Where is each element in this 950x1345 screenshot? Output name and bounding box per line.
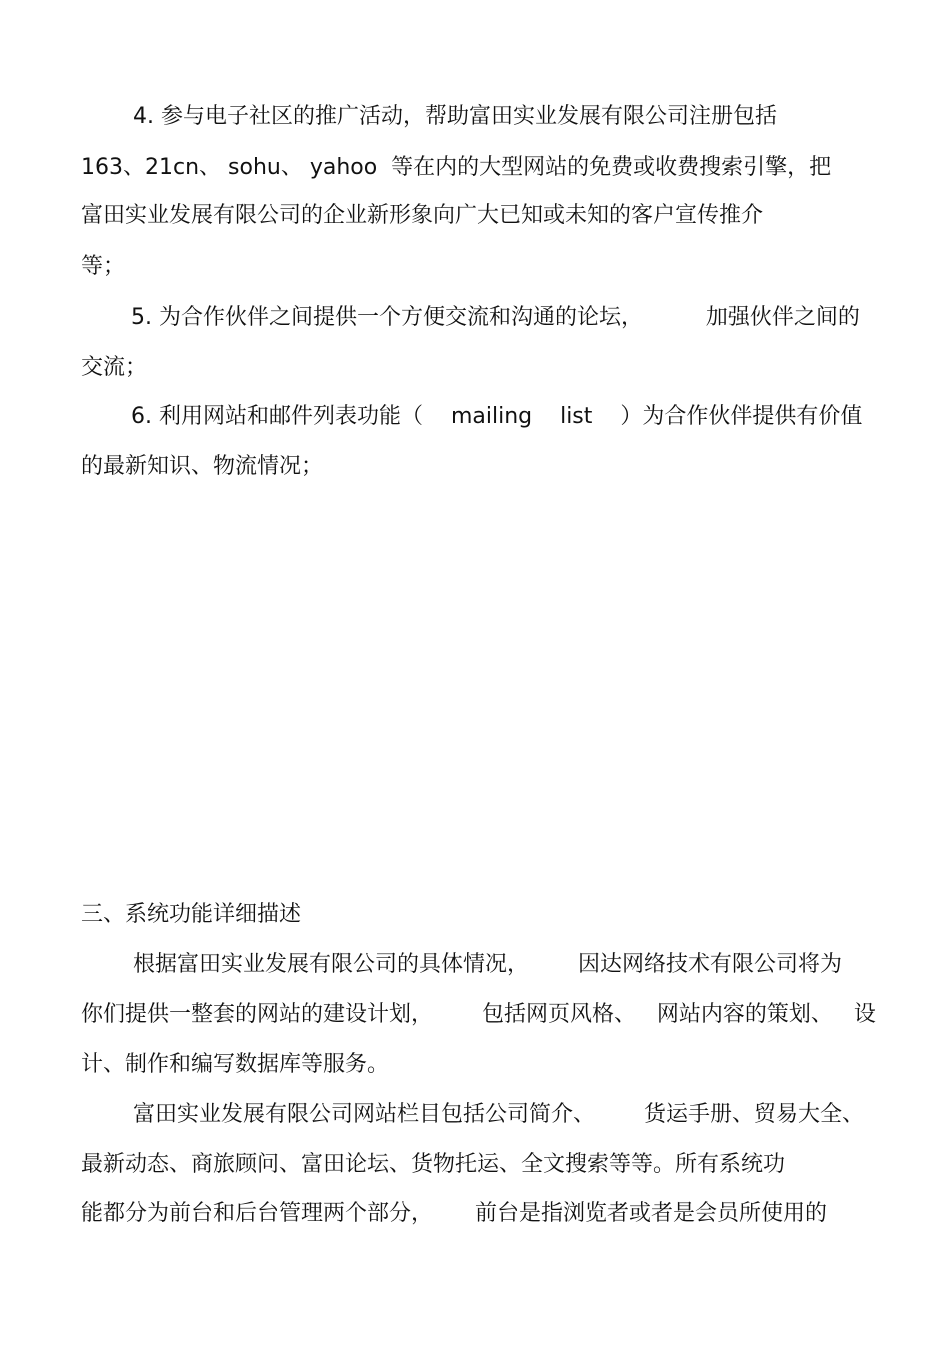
paragraph-line-1: 4. 参与电子社区的推广活动，帮助富田实业发展有限公司注册包括	[133, 104, 777, 129]
paragraph-line-6: 交流；	[81, 355, 148, 380]
paragraph-line-9: 根据富田实业发展有限公司的具体情况， 因达网络技术有限公司将为	[133, 952, 842, 977]
paragraph-line-13: 最新动态、商旅顾问、富田论坛、货物托运、全文搜索等等。所有系统功	[81, 1152, 786, 1177]
paragraph-line-2: 163、21cn、 sohu、 yahoo 等在内的大型网站的免费或收费搜索引擎，把	[81, 155, 832, 180]
paragraph-line-12: 富田实业发展有限公司网站栏目包括公司简介、 货运手册、贸易大全、	[133, 1102, 864, 1127]
paragraph-line-5: 5. 为合作伙伴之间提供一个方便交流和沟通的论坛， 加强伙伴之间的	[131, 305, 860, 330]
paragraph-line-3: 富田实业发展有限公司的企业新形象向广大已知或未知的客户宣传推介	[81, 203, 764, 228]
paragraph-line-4: 等；	[81, 254, 126, 279]
paragraph-line-8: 的最新知识、物流情况；	[81, 454, 324, 479]
paragraph-line-7: 6. 利用网站和邮件列表功能（ mailing list ）为合作伙伴提供有价值	[131, 404, 863, 429]
paragraph-line-14: 能都分为前台和后台管理两个部分， 前台是指浏览者或者是会员所使用的	[81, 1201, 827, 1226]
paragraph-line-10: 你们提供一整套的网站的建设计划， 包括网页风格、 网站内容的策划、 设	[81, 1002, 876, 1027]
paragraph-line-11: 计、制作和编写数据库等服务。	[81, 1052, 390, 1077]
section-heading: 三、系统功能详细描述	[81, 902, 302, 927]
